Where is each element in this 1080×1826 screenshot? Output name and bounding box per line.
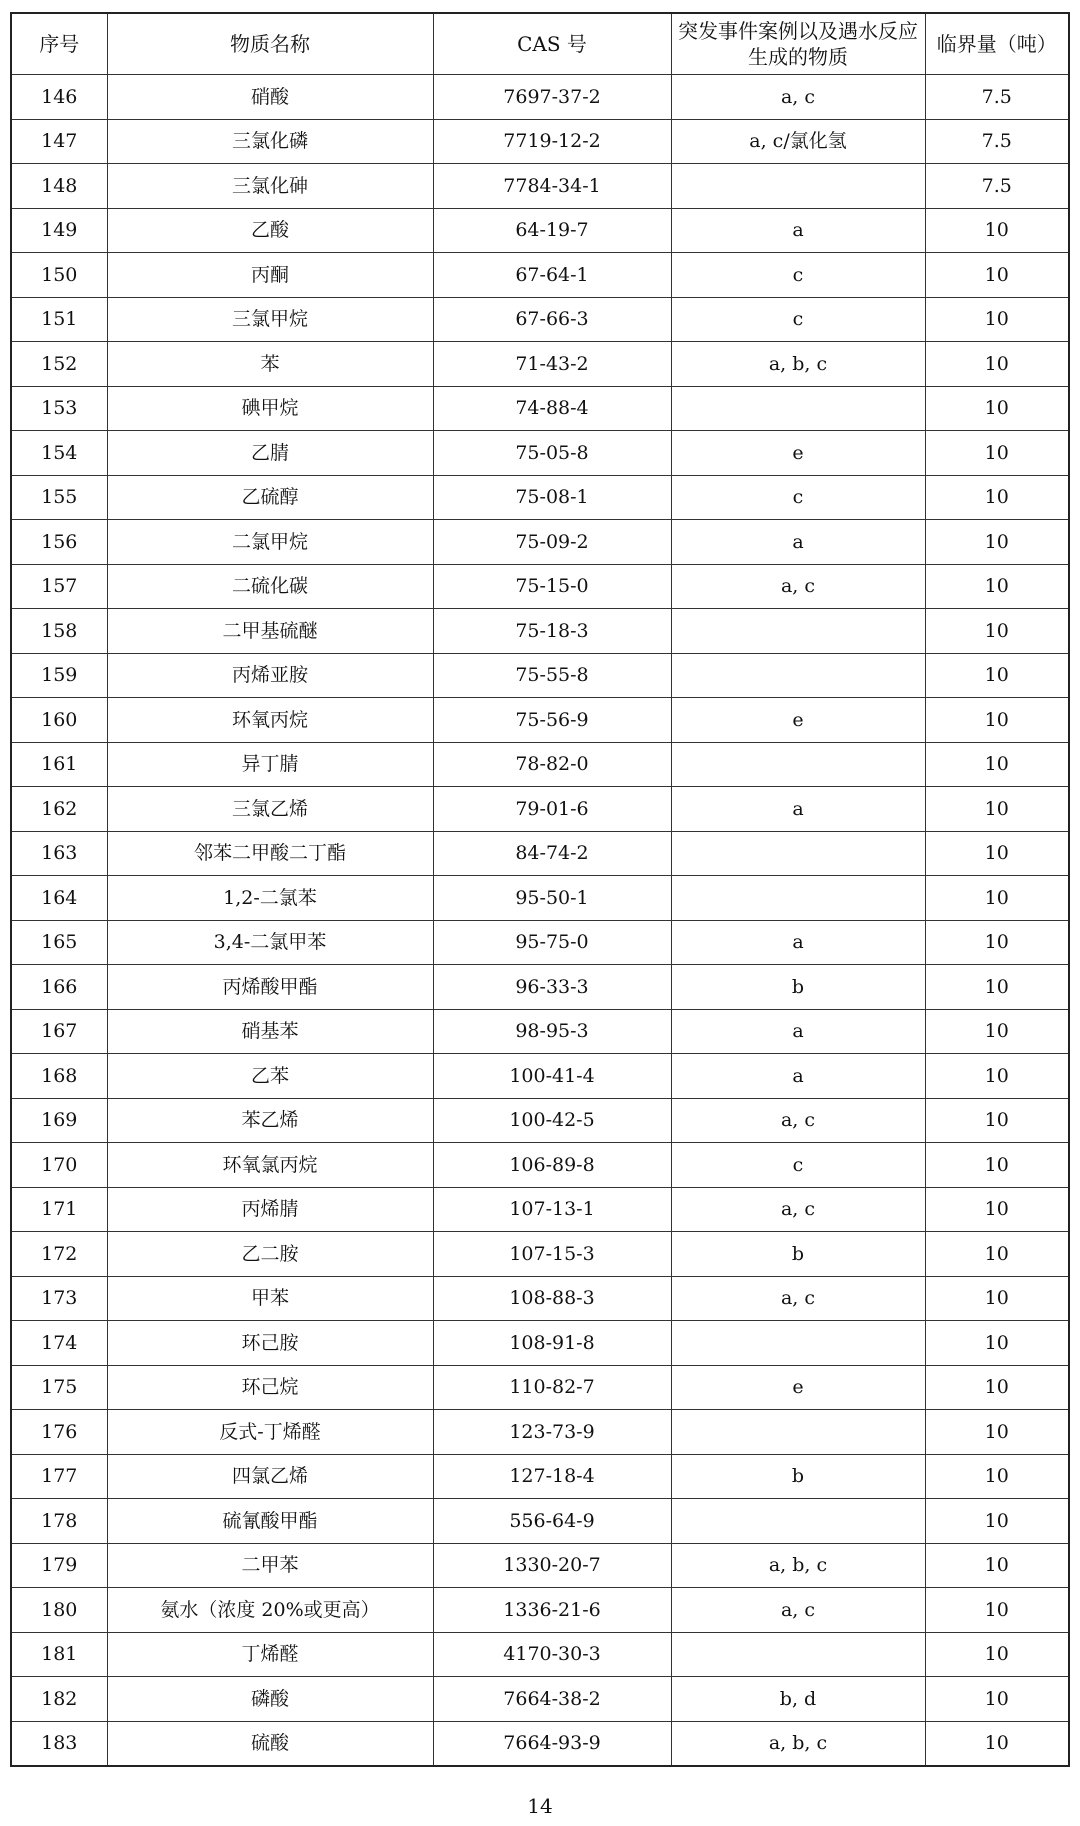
cell-cas-number: 75-05-8	[433, 431, 671, 476]
cell-substance-name: 三氯乙烯	[107, 787, 433, 832]
cell-serial-number: 181	[11, 1632, 107, 1677]
cell-substance-name: 乙酸	[107, 208, 433, 253]
cell-critical-quantity: 10	[925, 1632, 1069, 1677]
cell-substance-name: 邻苯二甲酸二丁酯	[107, 831, 433, 876]
cell-incident-cases: a, c	[671, 564, 925, 609]
header-serial-number: 序号	[11, 13, 107, 75]
table-row	[11, 1054, 1069, 1099]
table-row	[11, 1276, 1069, 1321]
cell-substance-name: 丙烯酸甲酯	[107, 965, 433, 1010]
table-row	[11, 1588, 1069, 1633]
cell-serial-number: 171	[11, 1187, 107, 1232]
cell-serial-number: 170	[11, 1143, 107, 1188]
cell-critical-quantity: 10	[925, 1143, 1069, 1188]
cell-serial-number: 178	[11, 1499, 107, 1544]
cell-serial-number: 162	[11, 787, 107, 832]
table-row	[11, 609, 1069, 654]
table-row	[11, 698, 1069, 743]
table-row	[11, 1543, 1069, 1588]
cell-serial-number: 165	[11, 920, 107, 965]
table-row	[11, 253, 1069, 298]
cell-incident-cases: a	[671, 1009, 925, 1054]
cell-cas-number: 75-18-3	[433, 609, 671, 654]
cell-critical-quantity: 10	[925, 698, 1069, 743]
cell-substance-name: 环己烷	[107, 1365, 433, 1410]
cell-substance-name: 二甲基硫醚	[107, 609, 433, 654]
cell-substance-name: 丙烯腈	[107, 1187, 433, 1232]
cell-cas-number: 1330-20-7	[433, 1543, 671, 1588]
table-row	[11, 1098, 1069, 1143]
cell-substance-name: 苯	[107, 342, 433, 387]
cell-serial-number: 175	[11, 1365, 107, 1410]
cell-serial-number: 167	[11, 1009, 107, 1054]
cell-cas-number: 4170-30-3	[433, 1632, 671, 1677]
cell-cas-number: 100-42-5	[433, 1098, 671, 1143]
cell-substance-name: 氨水（浓度 20%或更高）	[107, 1588, 433, 1633]
cell-critical-quantity: 10	[925, 342, 1069, 387]
cell-critical-quantity: 10	[925, 297, 1069, 342]
cell-incident-cases: a, c	[671, 1276, 925, 1321]
cell-substance-name: 二氯甲烷	[107, 520, 433, 565]
cell-substance-name: 环氧丙烷	[107, 698, 433, 743]
cell-serial-number: 152	[11, 342, 107, 387]
table-row	[11, 164, 1069, 209]
cell-cas-number: 71-43-2	[433, 342, 671, 387]
cell-serial-number: 154	[11, 431, 107, 476]
cell-incident-cases: b, d	[671, 1677, 925, 1722]
cell-critical-quantity: 10	[925, 208, 1069, 253]
cell-incident-cases: b	[671, 965, 925, 1010]
cell-critical-quantity: 10	[925, 787, 1069, 832]
cell-critical-quantity: 10	[925, 1721, 1069, 1766]
cell-critical-quantity: 10	[925, 1677, 1069, 1722]
cell-incident-cases	[671, 164, 925, 209]
table-row	[11, 208, 1069, 253]
table-row	[11, 1721, 1069, 1766]
cell-critical-quantity: 10	[925, 653, 1069, 698]
cell-substance-name: 硫氰酸甲酯	[107, 1499, 433, 1544]
cell-substance-name: 1,2-二氯苯	[107, 876, 433, 921]
cell-incident-cases: a	[671, 1054, 925, 1099]
table-row	[11, 831, 1069, 876]
cell-incident-cases: a, b, c	[671, 1543, 925, 1588]
cell-incident-cases: a, b, c	[671, 342, 925, 387]
cell-incident-cases: e	[671, 1365, 925, 1410]
header-cas-number: CAS 号	[433, 13, 671, 75]
header-substance-name: 物质名称	[107, 13, 433, 75]
cell-cas-number: 100-41-4	[433, 1054, 671, 1099]
cell-critical-quantity: 10	[925, 831, 1069, 876]
cell-cas-number: 7784-34-1	[433, 164, 671, 209]
cell-incident-cases	[671, 831, 925, 876]
cell-serial-number: 157	[11, 564, 107, 609]
cell-substance-name: 异丁腈	[107, 742, 433, 787]
cell-serial-number: 150	[11, 253, 107, 298]
cell-critical-quantity: 10	[925, 1187, 1069, 1232]
cell-substance-name: 硝酸	[107, 75, 433, 120]
cell-incident-cases	[671, 1321, 925, 1366]
cell-serial-number: 172	[11, 1232, 107, 1277]
cell-cas-number: 1336-21-6	[433, 1588, 671, 1633]
cell-critical-quantity: 10	[925, 431, 1069, 476]
cell-incident-cases: a	[671, 520, 925, 565]
cell-cas-number: 107-13-1	[433, 1187, 671, 1232]
cell-critical-quantity: 10	[925, 564, 1069, 609]
cell-critical-quantity: 10	[925, 1321, 1069, 1366]
cell-serial-number: 164	[11, 876, 107, 921]
cell-critical-quantity: 10	[925, 1454, 1069, 1499]
cell-serial-number: 166	[11, 965, 107, 1010]
table-row	[11, 1143, 1069, 1188]
cell-cas-number: 107-15-3	[433, 1232, 671, 1277]
cell-substance-name: 硫酸	[107, 1721, 433, 1766]
cell-substance-name: 硝基苯	[107, 1009, 433, 1054]
table-row	[11, 386, 1069, 431]
cell-incident-cases: a, c	[671, 1187, 925, 1232]
cell-substance-name: 丁烯醛	[107, 1632, 433, 1677]
cell-serial-number: 179	[11, 1543, 107, 1588]
cell-cas-number: 7719-12-2	[433, 119, 671, 164]
cell-critical-quantity: 10	[925, 1276, 1069, 1321]
cell-substance-name: 三氯化磷	[107, 119, 433, 164]
cell-incident-cases: c	[671, 475, 925, 520]
cell-incident-cases: a	[671, 787, 925, 832]
cell-substance-name: 乙腈	[107, 431, 433, 476]
table-header-row	[11, 13, 1069, 75]
table-row	[11, 920, 1069, 965]
cell-critical-quantity: 10	[925, 1499, 1069, 1544]
cell-substance-name: 二硫化碳	[107, 564, 433, 609]
table-body	[11, 75, 1069, 1767]
table-row	[11, 876, 1069, 921]
cell-serial-number: 146	[11, 75, 107, 120]
cell-serial-number: 174	[11, 1321, 107, 1366]
cell-substance-name: 丙酮	[107, 253, 433, 298]
cell-serial-number: 158	[11, 609, 107, 654]
cell-substance-name: 3,4-二氯甲苯	[107, 920, 433, 965]
cell-cas-number: 79-01-6	[433, 787, 671, 832]
cell-critical-quantity: 10	[925, 1410, 1069, 1455]
cell-incident-cases: a	[671, 208, 925, 253]
cell-critical-quantity: 10	[925, 1098, 1069, 1143]
table-row	[11, 1187, 1069, 1232]
cell-serial-number: 163	[11, 831, 107, 876]
cell-cas-number: 96-33-3	[433, 965, 671, 1010]
cell-incident-cases: a	[671, 920, 925, 965]
cell-serial-number: 177	[11, 1454, 107, 1499]
cell-incident-cases: a, c	[671, 1588, 925, 1633]
cell-substance-name: 二甲苯	[107, 1543, 433, 1588]
cell-serial-number: 183	[11, 1721, 107, 1766]
cell-incident-cases	[671, 742, 925, 787]
cell-serial-number: 169	[11, 1098, 107, 1143]
cell-incident-cases: a, c	[671, 75, 925, 120]
cell-cas-number: 106-89-8	[433, 1143, 671, 1188]
cell-incident-cases: a, b, c	[671, 1721, 925, 1766]
cell-substance-name: 反式-丁烯醛	[107, 1410, 433, 1455]
cell-cas-number: 108-88-3	[433, 1276, 671, 1321]
cell-critical-quantity: 10	[925, 1232, 1069, 1277]
table-row	[11, 1499, 1069, 1544]
cell-substance-name: 磷酸	[107, 1677, 433, 1722]
table-row	[11, 742, 1069, 787]
table-row	[11, 297, 1069, 342]
cell-cas-number: 556-64-9	[433, 1499, 671, 1544]
cell-serial-number: 151	[11, 297, 107, 342]
table-row	[11, 1232, 1069, 1277]
table-row	[11, 1632, 1069, 1677]
table-row	[11, 1009, 1069, 1054]
cell-serial-number: 160	[11, 698, 107, 743]
cell-incident-cases: e	[671, 698, 925, 743]
table-row	[11, 119, 1069, 164]
cell-cas-number: 123-73-9	[433, 1410, 671, 1455]
table-row	[11, 1677, 1069, 1722]
cell-critical-quantity: 10	[925, 475, 1069, 520]
cell-serial-number: 155	[11, 475, 107, 520]
cell-incident-cases	[671, 386, 925, 431]
cell-cas-number: 7664-93-9	[433, 1721, 671, 1766]
cell-cas-number: 78-82-0	[433, 742, 671, 787]
header-incident-cases: 突发事件案例以及遇水反应生成的物质	[671, 13, 925, 75]
cell-cas-number: 7697-37-2	[433, 75, 671, 120]
cell-incident-cases	[671, 876, 925, 921]
cell-critical-quantity: 10	[925, 386, 1069, 431]
table-row	[11, 653, 1069, 698]
cell-serial-number: 149	[11, 208, 107, 253]
cell-serial-number: 182	[11, 1677, 107, 1722]
table-row	[11, 75, 1069, 120]
cell-cas-number: 84-74-2	[433, 831, 671, 876]
cell-serial-number: 173	[11, 1276, 107, 1321]
cell-critical-quantity: 10	[925, 1054, 1069, 1099]
cell-serial-number: 180	[11, 1588, 107, 1633]
cell-cas-number: 75-09-2	[433, 520, 671, 565]
cell-serial-number: 148	[11, 164, 107, 209]
table-row	[11, 965, 1069, 1010]
hazardous-substances-table	[10, 12, 1070, 1767]
cell-cas-number: 95-50-1	[433, 876, 671, 921]
cell-critical-quantity: 7.5	[925, 75, 1069, 120]
cell-cas-number: 108-91-8	[433, 1321, 671, 1366]
cell-critical-quantity: 10	[925, 876, 1069, 921]
cell-substance-name: 四氯乙烯	[107, 1454, 433, 1499]
cell-cas-number: 74-88-4	[433, 386, 671, 431]
table-row	[11, 431, 1069, 476]
cell-substance-name: 三氯甲烷	[107, 297, 433, 342]
cell-cas-number: 127-18-4	[433, 1454, 671, 1499]
cell-cas-number: 75-56-9	[433, 698, 671, 743]
cell-substance-name: 甲苯	[107, 1276, 433, 1321]
cell-substance-name: 三氯化砷	[107, 164, 433, 209]
cell-incident-cases	[671, 609, 925, 654]
cell-critical-quantity: 10	[925, 965, 1069, 1010]
cell-critical-quantity: 10	[925, 1009, 1069, 1054]
cell-cas-number: 7664-38-2	[433, 1677, 671, 1722]
cell-serial-number: 161	[11, 742, 107, 787]
cell-cas-number: 98-95-3	[433, 1009, 671, 1054]
cell-critical-quantity: 7.5	[925, 119, 1069, 164]
cell-incident-cases: c	[671, 1143, 925, 1188]
cell-cas-number: 75-15-0	[433, 564, 671, 609]
cell-incident-cases: c	[671, 253, 925, 298]
table-row	[11, 787, 1069, 832]
cell-critical-quantity: 10	[925, 742, 1069, 787]
cell-cas-number: 75-55-8	[433, 653, 671, 698]
cell-critical-quantity: 10	[925, 1588, 1069, 1633]
cell-substance-name: 碘甲烷	[107, 386, 433, 431]
cell-substance-name: 丙烯亚胺	[107, 653, 433, 698]
cell-cas-number: 64-19-7	[433, 208, 671, 253]
cell-serial-number: 176	[11, 1410, 107, 1455]
cell-serial-number: 159	[11, 653, 107, 698]
table-row	[11, 342, 1069, 387]
cell-critical-quantity: 7.5	[925, 164, 1069, 209]
cell-serial-number: 153	[11, 386, 107, 431]
table-row	[11, 475, 1069, 520]
header-critical-quantity: 临界量（吨）	[925, 13, 1069, 75]
cell-incident-cases	[671, 1632, 925, 1677]
cell-incident-cases	[671, 1410, 925, 1455]
cell-critical-quantity: 10	[925, 253, 1069, 298]
cell-critical-quantity: 10	[925, 1543, 1069, 1588]
cell-critical-quantity: 10	[925, 609, 1069, 654]
cell-incident-cases	[671, 1499, 925, 1544]
table-row	[11, 1321, 1069, 1366]
cell-critical-quantity: 10	[925, 1365, 1069, 1410]
page-number: 14	[527, 1794, 553, 1818]
cell-critical-quantity: 10	[925, 520, 1069, 565]
cell-serial-number: 147	[11, 119, 107, 164]
cell-serial-number: 156	[11, 520, 107, 565]
cell-cas-number: 67-64-1	[433, 253, 671, 298]
cell-serial-number: 168	[11, 1054, 107, 1099]
cell-substance-name: 环氧氯丙烷	[107, 1143, 433, 1188]
cell-substance-name: 苯乙烯	[107, 1098, 433, 1143]
cell-incident-cases	[671, 653, 925, 698]
cell-incident-cases: a, c	[671, 1098, 925, 1143]
cell-incident-cases: b	[671, 1232, 925, 1277]
cell-substance-name: 乙二胺	[107, 1232, 433, 1277]
cell-incident-cases: e	[671, 431, 925, 476]
cell-cas-number: 95-75-0	[433, 920, 671, 965]
cell-substance-name: 乙硫醇	[107, 475, 433, 520]
cell-cas-number: 67-66-3	[433, 297, 671, 342]
cell-substance-name: 环己胺	[107, 1321, 433, 1366]
cell-substance-name: 乙苯	[107, 1054, 433, 1099]
cell-cas-number: 75-08-1	[433, 475, 671, 520]
cell-incident-cases: b	[671, 1454, 925, 1499]
table-row	[11, 520, 1069, 565]
cell-cas-number: 110-82-7	[433, 1365, 671, 1410]
table-row	[11, 1365, 1069, 1410]
table-row	[11, 1410, 1069, 1455]
table-row	[11, 564, 1069, 609]
cell-incident-cases: a, c/氯化氢	[671, 119, 925, 164]
cell-incident-cases: c	[671, 297, 925, 342]
cell-critical-quantity: 10	[925, 920, 1069, 965]
table-row	[11, 1454, 1069, 1499]
